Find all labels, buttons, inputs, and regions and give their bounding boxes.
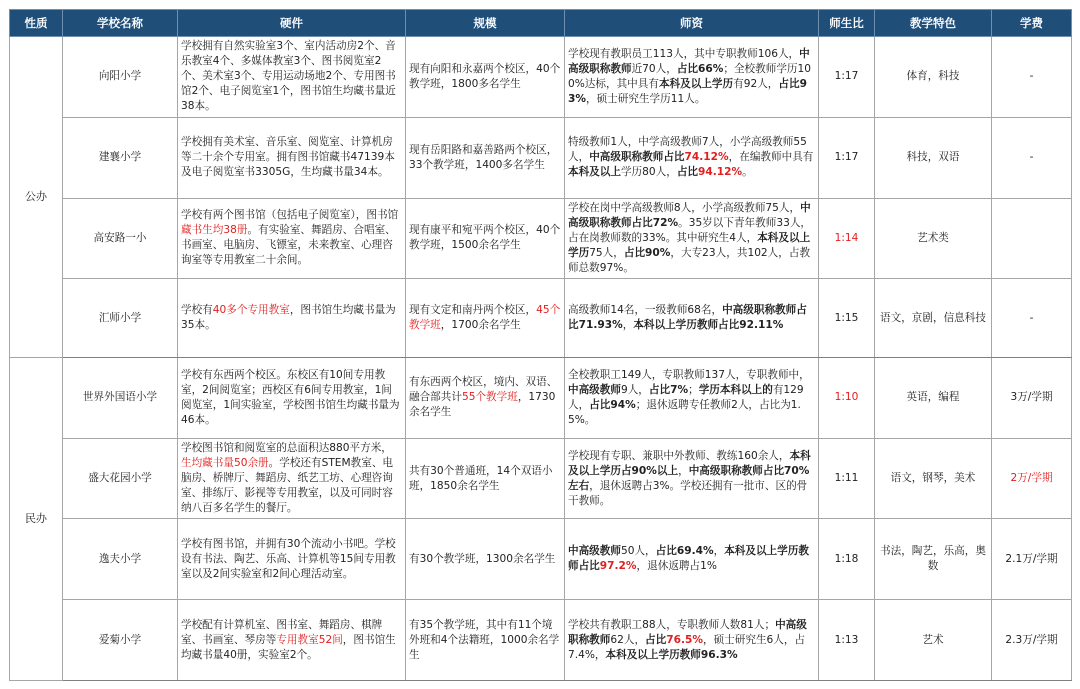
text-segment: 55个教学班 bbox=[461, 391, 518, 404]
school-name-cell: 向阳小学 bbox=[63, 37, 178, 118]
text-segment: ， bbox=[713, 545, 725, 558]
teacher-student-ratio-cell: 1:10 bbox=[819, 357, 875, 438]
table-row bbox=[10, 117, 1072, 198]
table-row bbox=[10, 519, 1072, 600]
text-segment: 75人， bbox=[589, 246, 624, 259]
text-segment: 现有向阳和永嘉两个校区，40个教学班，1800多名学生 bbox=[409, 62, 561, 90]
text-segment: 45个教学班 bbox=[409, 304, 561, 332]
school-name-cell: 汇师小学 bbox=[63, 279, 178, 358]
scale-cell bbox=[406, 37, 565, 118]
teacher-student-ratio-cell: 1:14 bbox=[819, 198, 875, 279]
school-type-cell: 民办 bbox=[10, 357, 63, 680]
text-segment: 学校拥有美术室、音乐室、阅览室、计算机房等二十余个专用室。拥有图书馆藏书47139本及电子阅览室书3305G，生均藏书量34本。 bbox=[181, 136, 395, 179]
text-segment: 有35个教学班，其中有11个境外班和4个法籍班，1000余名学生 bbox=[409, 618, 560, 661]
scale-cell bbox=[406, 279, 565, 358]
text-segment: 40多个专用教室 bbox=[212, 304, 290, 317]
text-segment: 学校拥有自然实验室3个、室内活动房2个、音乐教室4个、多媒体教室3个、图书阅览室2个、美术室3个、专用运动场地2个、专用图书馆2个、电子阅览室1个，图书馆生均藏书量近38本。 bbox=[181, 40, 396, 113]
text-segment: 学校有两个图书馆（包括电子阅览室），图书馆 bbox=[181, 209, 399, 222]
text-segment: 近70人， bbox=[631, 62, 677, 75]
header-cell-tuition: 学费 bbox=[992, 10, 1072, 37]
hardware-cell bbox=[178, 198, 406, 279]
text-segment: ；退休返聘专任教师2人，占比为1.5%。 bbox=[568, 398, 801, 426]
text-segment: 本科及以上学历教师占比 bbox=[568, 545, 809, 573]
school-name-cell: 世界外国语小学 bbox=[63, 357, 178, 438]
text-segment: ， bbox=[622, 319, 634, 332]
faculty-cell bbox=[565, 117, 819, 198]
text-segment: 中高级职称教师 bbox=[568, 618, 807, 646]
text-segment: 学校有图书馆，并拥有30个流动小书吧。学校设有书法、陶艺、乐高、计算机等15间专用教室以及2间实验室和2间心理活动室。 bbox=[181, 537, 396, 580]
teaching-features-cell: 书法，陶艺，乐高，奥数 bbox=[875, 519, 992, 600]
table-row bbox=[10, 279, 1072, 358]
text-segment: 特级教师1人，中学高级教师7人，小学高级教师55人， bbox=[568, 136, 807, 164]
text-segment: 占比7% bbox=[648, 383, 689, 396]
teacher-student-ratio-cell: 1:18 bbox=[819, 519, 875, 600]
text-segment: 学校现有教职员工113人，其中专职教师106人， bbox=[568, 47, 800, 60]
text-segment: 生均藏书量50余册 bbox=[181, 457, 269, 470]
text-segment: 有129人， bbox=[568, 383, 804, 411]
text-segment: 中高级职称教师占比 bbox=[589, 151, 685, 164]
header-cell-type: 性质 bbox=[10, 10, 63, 37]
text-segment: 学校有东西两个校区。东校区有10间专用教室，2间阅览室；西校区有6间专用教室，1间阅览室，1间实验室，学校图书馆生均藏书量为46本。 bbox=[181, 368, 400, 426]
scale-cell bbox=[406, 198, 565, 279]
text-segment: 中高级教师 bbox=[568, 383, 621, 396]
text-segment: 中高级教师 bbox=[568, 545, 621, 558]
text-segment: 占比93% bbox=[568, 77, 807, 105]
text-segment: 本科及以上学历教师96.3% bbox=[605, 648, 738, 661]
header-cell-school-name: 学校名称 bbox=[63, 10, 178, 37]
school-name-cell: 高安路一小 bbox=[63, 198, 178, 279]
school-name-cell: 爱菊小学 bbox=[63, 600, 178, 681]
text-segment: 本科及以上学历占90%以上 bbox=[568, 449, 811, 477]
school-name-cell: 建襄小学 bbox=[63, 117, 178, 198]
teaching-features-cell: 艺术类 bbox=[875, 198, 992, 279]
text-segment: 共有30个普通班，14个双语小班，1850余名学生 bbox=[409, 464, 553, 492]
text-segment: 76.5% bbox=[666, 633, 703, 646]
text-segment: 本科及以上学历 bbox=[658, 77, 734, 90]
text-segment: 学历本科以上的 bbox=[698, 383, 773, 396]
tuition-cell: 2.3万/学期 bbox=[992, 600, 1072, 681]
tuition-cell: 2万/学期 bbox=[992, 438, 1072, 519]
text-segment: 学校图书馆和阅览室的总面积达880平方米， bbox=[181, 442, 392, 455]
text-segment: ，退休返聘占1% bbox=[636, 560, 717, 573]
table-row bbox=[10, 198, 1072, 279]
school-type-cell: 公办 bbox=[10, 37, 63, 358]
tuition-cell: - bbox=[992, 117, 1072, 198]
table-body bbox=[10, 37, 1072, 681]
text-segment: 9人， bbox=[620, 383, 649, 396]
text-segment: ，硕士研究生学历11人。 bbox=[586, 92, 706, 105]
text-segment: 50人， bbox=[620, 545, 656, 558]
text-segment: 占比 bbox=[645, 633, 667, 646]
faculty-cell bbox=[565, 37, 819, 118]
text-segment: 有30个教学班，1300余名学生 bbox=[409, 552, 556, 565]
faculty-cell bbox=[565, 600, 819, 681]
text-segment: 本科以上学历教师占比92.11% bbox=[633, 319, 784, 332]
text-segment: 占比69.4% bbox=[655, 545, 714, 558]
text-segment: ，硕士研究生6人，占7.4%， bbox=[568, 633, 806, 661]
text-segment: ； bbox=[688, 383, 699, 396]
tuition-cell: 2.1万/学期 bbox=[992, 519, 1072, 600]
teacher-student-ratio-cell: 1:17 bbox=[819, 117, 875, 198]
hardware-cell bbox=[178, 37, 406, 118]
text-segment: ，退休返聘占3%。学校还拥有一批市、区的骨干教师。 bbox=[568, 479, 808, 507]
header-cell-scale: 规模 bbox=[406, 10, 565, 37]
text-segment: 占比90% bbox=[623, 246, 671, 259]
table-row bbox=[10, 438, 1072, 519]
faculty-cell bbox=[565, 519, 819, 600]
text-segment: 现有康平和宛平两个校区，40个教学班，1500余名学生 bbox=[409, 224, 561, 252]
table-row bbox=[10, 37, 1072, 118]
table-row bbox=[10, 600, 1072, 681]
text-segment: 学校共有教职工88人，专职教师人数81人； bbox=[568, 618, 776, 631]
teaching-features-cell: 英语，编程 bbox=[875, 357, 992, 438]
header-cell-hardware: 硬件 bbox=[178, 10, 406, 37]
school-comparison-table bbox=[9, 9, 1072, 681]
teacher-student-ratio-cell: 1:11 bbox=[819, 438, 875, 519]
text-segment: 本科及以上 bbox=[568, 166, 621, 179]
text-segment: 学校在岗中学高级教师8人，小学高级教师75人， bbox=[568, 201, 801, 214]
teacher-student-ratio-cell: 1:13 bbox=[819, 600, 875, 681]
text-segment: 全校教职工149人，专职教师137人，专职教师中， bbox=[568, 368, 810, 381]
text-segment: 高级教师14名，一级教师68名， bbox=[568, 304, 723, 317]
teacher-student-ratio-cell: 1:15 bbox=[819, 279, 875, 358]
text-segment: ，1730余名学生 bbox=[409, 391, 556, 419]
scale-cell bbox=[406, 519, 565, 600]
text-segment: 74.12% bbox=[684, 151, 729, 164]
text-segment: 。有实验室、舞蹈房、合唱室、书画室、电脑房、飞镖室，未来教室、心理咨询室等专用教室二十余间。 bbox=[181, 224, 396, 267]
hardware-cell bbox=[178, 357, 406, 438]
text-segment: 。 bbox=[742, 166, 753, 179]
text-segment: 中高级职称教师占比72% bbox=[568, 201, 811, 229]
teacher-student-ratio-cell: 1:17 bbox=[819, 37, 875, 118]
text-segment: 有东西两个校区，境内、双语、融合部共计 bbox=[409, 376, 558, 404]
text-segment: 占比66% bbox=[676, 62, 724, 75]
faculty-cell bbox=[565, 198, 819, 279]
teaching-features-cell: 体育，科技 bbox=[875, 37, 992, 118]
faculty-cell bbox=[565, 438, 819, 519]
header-row bbox=[10, 10, 1072, 37]
text-segment: 学校现有专职、兼职中外教师、教练160余人， bbox=[568, 449, 790, 462]
teaching-features-cell: 语文，京剧，信息科技 bbox=[875, 279, 992, 358]
scale-cell bbox=[406, 117, 565, 198]
tuition-cell: - bbox=[992, 279, 1072, 358]
teaching-features-cell: 艺术 bbox=[875, 600, 992, 681]
faculty-cell bbox=[565, 279, 819, 358]
tuition-cell: 3万/学期 bbox=[992, 357, 1072, 438]
text-segment: 94.12% bbox=[698, 166, 743, 179]
text-segment: 占比94% bbox=[589, 398, 636, 411]
faculty-cell bbox=[565, 357, 819, 438]
hardware-cell bbox=[178, 438, 406, 519]
text-segment: 中高级职称教师 bbox=[568, 47, 810, 75]
text-segment: 现有文定和南丹两个校区， bbox=[409, 304, 537, 317]
text-segment: 62人， bbox=[610, 633, 646, 646]
scale-cell bbox=[406, 600, 565, 681]
text-segment: 学校配有计算机室、图书室、舞蹈房、棋牌室、书画室、琴房等 bbox=[181, 618, 383, 646]
hardware-cell bbox=[178, 117, 406, 198]
hardware-cell bbox=[178, 519, 406, 600]
teaching-features-cell: 科技，双语 bbox=[875, 117, 992, 198]
teaching-features-cell: 语文，钢琴，美术 bbox=[875, 438, 992, 519]
text-segment: ，图书馆生均藏书量40册，实验室2个。 bbox=[181, 633, 396, 661]
text-segment: 中高级职称教师占比71.93% bbox=[568, 304, 807, 332]
table-row bbox=[10, 357, 1072, 438]
text-segment: 藏书生均38册 bbox=[181, 224, 248, 237]
scale-cell bbox=[406, 357, 565, 438]
text-segment: 专用教室52间 bbox=[276, 633, 343, 646]
text-segment: ， bbox=[678, 464, 689, 477]
header-cell-features: 教学特色 bbox=[875, 10, 992, 37]
tuition-cell bbox=[992, 198, 1072, 279]
text-segment: ，1700余名学生 bbox=[440, 319, 521, 332]
hardware-cell bbox=[178, 279, 406, 358]
text-segment: ，图书馆生均藏书量为35本。 bbox=[181, 304, 396, 332]
school-name-cell: 逸夫小学 bbox=[63, 519, 178, 600]
text-segment: 中高级职称教师占比70%左右 bbox=[568, 464, 810, 492]
header-cell-ratio: 师生比 bbox=[819, 10, 875, 37]
text-segment: 占比 bbox=[676, 166, 699, 179]
scale-cell bbox=[406, 438, 565, 519]
text-segment: 学历80人， bbox=[620, 166, 677, 179]
text-segment: 本科及以上学历 bbox=[568, 231, 811, 259]
header-cell-faculty: 师资 bbox=[565, 10, 819, 37]
hardware-cell bbox=[178, 600, 406, 681]
text-segment: 。学校还有STEM教室、电脑房、桥牌厅、舞蹈房、纸艺工坊、心理咨询室、排练厅、影视等专用教室，以及可同时容纳八百多名学生的餐厅。 bbox=[181, 457, 394, 515]
text-segment: ；全校教师学历100%达标，其中具有 bbox=[568, 62, 812, 90]
text-segment: 现有岳阳路和嘉善路两个校区，33个教学班，1400多名学生 bbox=[409, 143, 558, 171]
text-segment: 有92人， bbox=[733, 77, 779, 90]
text-segment: 。35岁以下青年教师33人，占在岗教师数的33%。其中研究生4人， bbox=[568, 216, 812, 244]
text-segment: ，大专23人，共102人，占教师总数97%。 bbox=[568, 246, 811, 274]
text-segment: 学校有 bbox=[181, 304, 213, 317]
school-name-cell: 盛大花园小学 bbox=[63, 438, 178, 519]
tuition-cell: - bbox=[992, 37, 1072, 118]
text-segment: 97.2% bbox=[599, 560, 637, 573]
text-segment: ，在编教师中具有 bbox=[728, 151, 814, 164]
